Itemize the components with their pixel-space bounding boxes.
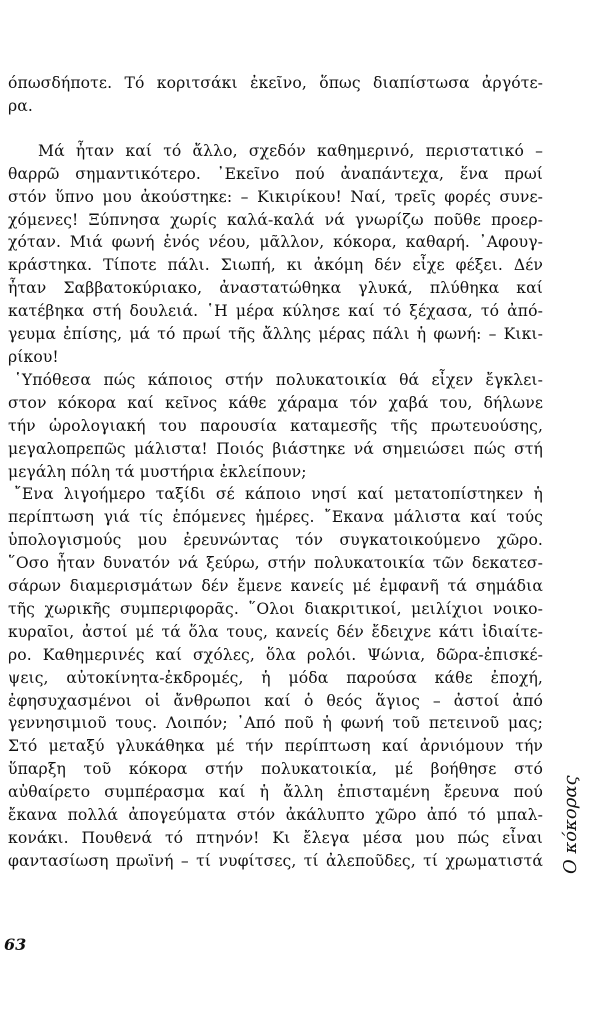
text-line: στόν ὕπνο μου ἀκούστηκε: – Κικιρίκου! Ναί, τρεῖς φορές συνε- [8, 187, 543, 206]
text-line: ρο. Καθημερινές καί σχόλες, ὅλα ρολόι. Ψώνια, δῶρα-ἐπισκέ- [8, 645, 543, 664]
text-line: χόμενες! Ξύπνησα χωρίς καλά-καλά νά γνωρίζω ποῦθε προερ- [8, 210, 543, 229]
running-head: Ο κόκορας [560, 775, 581, 874]
text-line: φαντασίωση πρωϊνή – τί νυφίτσες, τί ἀλεποῦδες, τί χρωματιστά [8, 851, 543, 870]
text-line: ὑπολογισμούς μου ἐρευνώντας τόν συγκατοικούμενο χῶρο. [8, 531, 543, 550]
text-line: κράστηκα. Τίποτε πάλι. Σιωπή, κι ἀκόμη δέν εἶχε φέξει. Δέν [8, 256, 543, 275]
paragraph-4 [8, 483, 543, 872]
text-line: τῆς χωρικῆς συμπεριφορᾶς. ῞Ολοι διακριτικοί, μειλίχιοι νοικο- [8, 599, 543, 618]
text-line: κονάκι. Πουθενά τό πτηνόν! Κι ἔλεγα μέσα μου πώς εἶναι [8, 829, 543, 847]
text-line: ὕπαρξη τοῦ κόκορα στήν πολυκατοικία, μέ βοήθησε στό [8, 760, 543, 779]
text-line: ἦταν Σαββατοκύριακο, ἀναστατώθηκα γλυκά, πλύθηκα καί [8, 279, 543, 298]
text-line: μεγάλη πόλη τά μυστήρια ἐκλείπουν; [8, 462, 307, 481]
text-line: ψεις, αὐτοκίνητα-ἐκδρομές, ἡ μόδα παρούσα κάθε ἐποχή, [8, 668, 543, 687]
paragraph-2 [8, 140, 543, 369]
text-line: ῞Οσο ἦταν δυνατόν νά ξεύρω, στήν πολυκατοικία τῶν δεκατεσ- [8, 554, 543, 573]
text-line: μεγαλοπρεπῶς μάλιστα! Ποιός βιάστηκε νά σημειώσει πώς στή [8, 439, 543, 458]
text-line: κατέβηκα στή δουλειά. ῾Η μέρα κύλησε καί τό ξέχασα, τό ἀπό- [8, 302, 543, 321]
text-line: ρίκου! [8, 347, 59, 366]
text-line: χόταν. Μιά φωνή ἑνός νέου, μᾶλλον, κόκορα, καθαρή. ᾿Αφουγ- [8, 233, 543, 252]
paragraph-3 [8, 369, 543, 484]
text-line: ἐφησυχασμένοι οἱ ἄνθρωποι καί ὁ θεός ἅγιος – ἀστοί ἀπό [8, 691, 543, 710]
text-line: περίπτωση γιά τίς ἑπόμενες ἡμέρες. ῎Εκανα μάλιστα καί τούς [8, 508, 543, 527]
text-line: όπωσδήποτε. Τό κοριτσάκι ἐκεῖνο, ὅπως διαπίστωσα ἀργότε- [8, 74, 543, 92]
paragraph-gap [8, 118, 543, 140]
text-line: στον κόκορα καί κεῖνος κάθε χάραμα τόν χαβά του, δήλωνε [8, 393, 543, 412]
text-line: ῾Υπόθεσα πώς κάποιος στήν πολυκατοικία θά εἶχεν ἔγκλει- [14, 370, 543, 389]
text-line: ἔκανα πολλά ἀπογεύματα στόν ἀκάλυπτο χῶρο ἀπό τό μπαλ- [8, 806, 543, 825]
body-text [8, 72, 543, 873]
text-line: ρα. [8, 96, 33, 115]
text-line: γεννησιμιοῦ τους. Λοιπόν; ᾿Από ποῦ ἡ φωνή τοῦ πετεινοῦ μας; [8, 714, 543, 733]
paragraph-1 [8, 72, 543, 118]
text-line: γευμα ἐπίσης, μά τό πρωί τῆς ἄλλης μέρας πάλι ἡ φωνή: – Κικι- [8, 325, 543, 344]
text-line: Μά ἦταν καί τό ἄλλο, σχεδόν καθημερινό, περιστατικό – [38, 141, 543, 160]
text-line: σάρων διαμερισμάτων δέν ἔμενε κανείς μέ ἐμφανῆ τά σημάδια [8, 577, 543, 596]
page-number: 63 [4, 935, 27, 954]
text-line: κυραῖοι, ἀστοί μέ τά ὅλα τους, κανείς δέν ἔδειχνε κάτι ἰδιαίτε- [8, 622, 543, 641]
text-line: Στό μεταξύ γλυκάθηκα μέ τήν περίπτωση καί ἀρνιόμουν τήν [8, 737, 543, 756]
text-line: θαρρῶ σημαντικότερο. ᾿Εκεῖνο πού ἀναπάντεχα, ἕνα πρωί [8, 164, 543, 183]
text-line: αὐθαίρετο συμπέρασμα καί ἡ ἄλλη ἐπισταμένη ἔρευνα πού [8, 783, 543, 802]
text-line: τήν ὡρολογιακή του παρουσία καταμεσῆς τῆς πρωτευούσης, [8, 416, 543, 435]
text-line: ῎Ενα λιγοήμερο ταξίδι σέ κάποιο νησί καί μετατοπίστηκεν ἡ [14, 485, 543, 504]
